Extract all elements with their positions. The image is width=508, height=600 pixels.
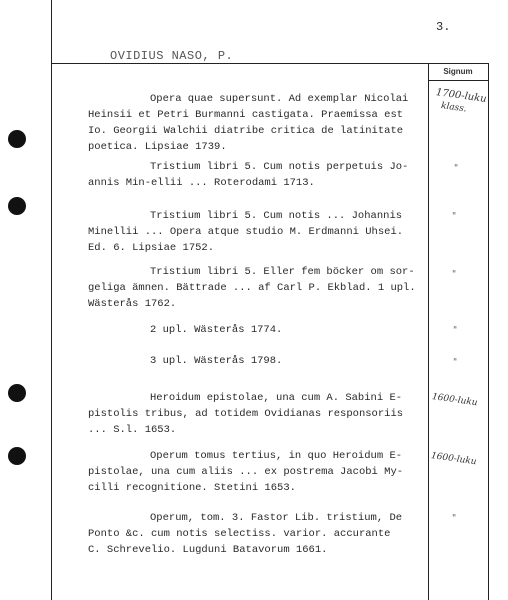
entry-line: poetica. Lipsiae 1739. (88, 141, 227, 153)
entry-line: ... S.l. 1653. (88, 424, 177, 436)
signum-annotation: 1700-luku (435, 87, 488, 106)
punch-hole (8, 447, 26, 465)
entry-line: 2 upl. Wästerås 1774. (150, 324, 283, 336)
signum-column-header: Signum (443, 67, 473, 76)
punch-hole (8, 130, 26, 148)
signum-header-rule (428, 80, 489, 81)
entry-line: C. Schrevelio. Lugduni Batavorum 1661. (88, 544, 328, 556)
author-heading: OVIDIUS NASO, P. (110, 49, 234, 63)
entry-line: 3 upl. Wästerås 1798. (150, 355, 283, 367)
entry-line: Wästerås 1762. (88, 298, 177, 310)
entry-line: Heinsii et Petri Burmanni castigata. Praemissa est (88, 109, 404, 121)
entry-line: pistolae, una cum aliis ... ex postrema Jacobi My- (88, 466, 404, 478)
entry-line: pistolis tribus, ad totidem Ovidianas responsoriis (88, 408, 404, 420)
page-number: 3. (436, 20, 451, 34)
entry-line: Ed. 6. Lipsiae 1752. (88, 242, 215, 254)
entry-line: Tristium libri 5. Eller fem böcker om sor- (150, 266, 415, 278)
entry-line: Tristium libri 5. Cum notis ... Johannis (150, 210, 403, 222)
entry-line: Operum, tom. 3. Fastor Lib. tristium, De (150, 512, 403, 524)
entry-line: geliga ämnen. Bättrade ... af Carl P. Ekblad. 1 upl. (88, 282, 416, 294)
entry-line: Minellii ... Opera atque studio M. Erdmanni Uhsei. (88, 226, 404, 238)
signum-annotation: " (452, 270, 457, 280)
signum-annotation: " (453, 326, 458, 336)
signum-annotation: 1600-luku (430, 451, 478, 468)
entry-line: cilli recognitione. Stetini 1653. (88, 482, 296, 494)
entry-line: Heroidum epistolae, una cum A. Sabini E- (150, 392, 403, 404)
punch-hole (8, 197, 26, 215)
entry-line: Ponto &c. cum notis selectiss. varior. accurante (88, 528, 391, 540)
signum-annotation: " (454, 164, 459, 174)
header-rule (51, 63, 489, 64)
signum-annotation: 1600-luku (431, 392, 479, 409)
entry-line: Io. Georgii Walchii diatribe critica de latinitate (88, 125, 404, 137)
punch-hole (8, 384, 26, 402)
signum-annotation: " (452, 212, 457, 222)
left-margin-rule (51, 0, 52, 600)
entry-line: Operum tomus tertius, in quo Heroidum E- (150, 450, 403, 462)
signum-annotation: " (452, 514, 457, 524)
signum-annotation: klass. (440, 101, 468, 115)
signum-annotation: " (453, 358, 458, 368)
signum-column-right-rule (488, 63, 489, 600)
entry-line: Opera quae supersunt. Ad exemplar Nicolai (150, 93, 409, 105)
entry-line: Tristium libri 5. Cum notis perpetuis Jo- (150, 161, 409, 173)
entry-line: annis Min-ellii ... Roterodami 1713. (88, 177, 315, 189)
signum-column-left-rule (428, 63, 429, 600)
